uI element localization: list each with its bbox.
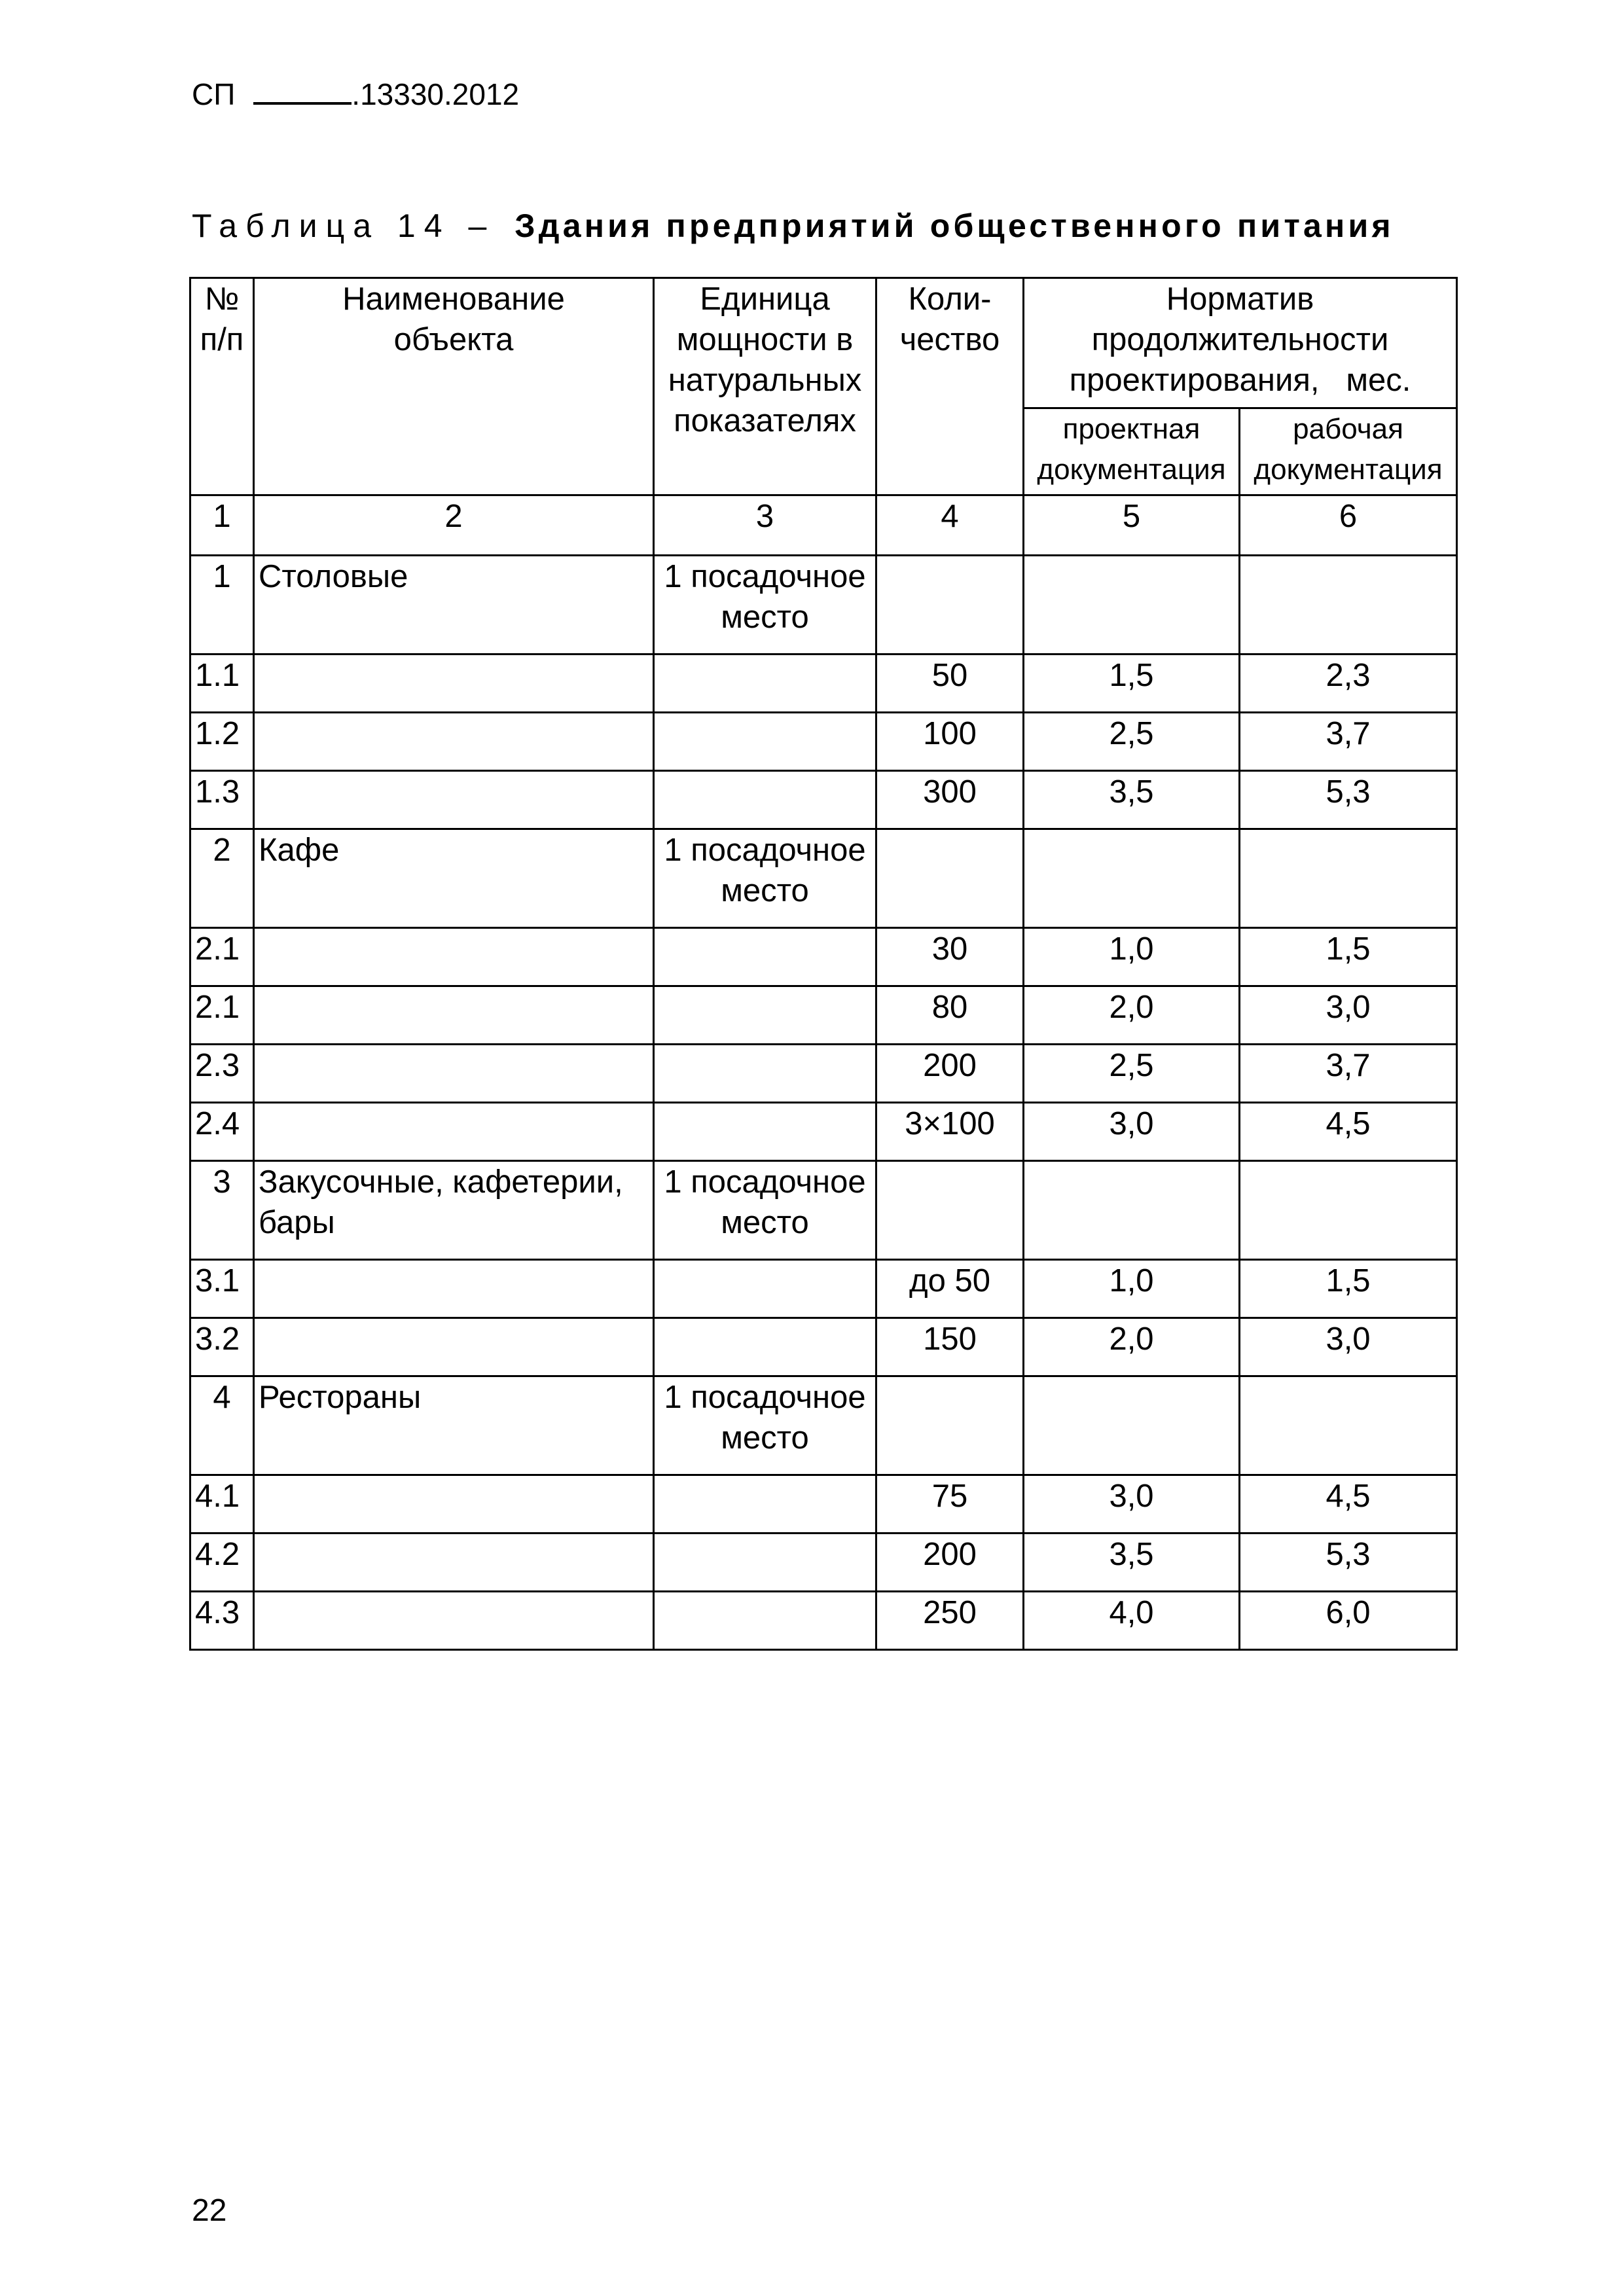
header-project-doc: проектная документация — [1024, 408, 1240, 495]
item-project-months: 1,0 — [1024, 928, 1240, 986]
item-name — [254, 1260, 654, 1318]
item-qty: 30 — [876, 928, 1024, 986]
item-unit — [654, 1592, 876, 1650]
item-unit — [654, 655, 876, 713]
header-unit: Единица мощности в натуральных показателях — [654, 278, 876, 495]
table-row — [190, 655, 1457, 713]
group-unit-line: место — [721, 1420, 809, 1456]
item-name — [254, 655, 654, 713]
table-row — [190, 928, 1457, 986]
group-number: 3 — [190, 1161, 254, 1260]
item-unit — [654, 1045, 876, 1103]
group-qty — [876, 556, 1024, 655]
group-project — [1024, 556, 1240, 655]
item-number: 2.1 — [190, 928, 254, 986]
group-unit-line: 1 посадочное — [664, 1164, 866, 1200]
document-code — [192, 77, 519, 112]
item-work-months: 5,3 — [1240, 771, 1457, 829]
item-qty: 200 — [876, 1045, 1024, 1103]
item-work-months: 2,3 — [1240, 655, 1457, 713]
group-project — [1024, 1376, 1240, 1475]
item-name — [254, 1045, 654, 1103]
item-qty: 3×100 — [876, 1103, 1024, 1161]
item-name — [254, 1318, 654, 1376]
item-number: 3.1 — [190, 1260, 254, 1318]
group-number: 2 — [190, 829, 254, 928]
item-number: 4.1 — [190, 1475, 254, 1534]
group-number: 1 — [190, 556, 254, 655]
item-project-months: 3,5 — [1024, 771, 1240, 829]
group-unit — [654, 556, 876, 655]
item-unit — [654, 1103, 876, 1161]
item-unit — [654, 928, 876, 986]
item-name — [254, 1534, 654, 1592]
group-unit — [654, 829, 876, 928]
item-unit — [654, 986, 876, 1045]
group-qty — [876, 829, 1024, 928]
item-name — [254, 928, 654, 986]
table-row — [190, 1592, 1457, 1650]
item-unit — [654, 771, 876, 829]
item-project-months: 4,0 — [1024, 1592, 1240, 1650]
group-name — [254, 829, 654, 928]
item-qty: 300 — [876, 771, 1024, 829]
group-unit-line: 1 посадочное — [664, 833, 866, 868]
table-row — [190, 1534, 1457, 1592]
item-qty: до 50 — [876, 1260, 1024, 1318]
group-row — [190, 1161, 1457, 1260]
item-work-months: 5,3 — [1240, 1534, 1457, 1592]
item-unit — [654, 1318, 876, 1376]
header-qty: Коли- чество — [876, 278, 1024, 495]
item-name — [254, 1592, 654, 1650]
group-name — [254, 1161, 654, 1260]
doc-code-blank — [253, 80, 352, 105]
item-unit — [654, 1260, 876, 1318]
group-name — [254, 1376, 654, 1475]
item-name — [254, 1475, 654, 1534]
item-project-months: 2,5 — [1024, 1045, 1240, 1103]
table-row — [190, 1260, 1457, 1318]
item-qty: 75 — [876, 1475, 1024, 1534]
group-qty — [876, 1161, 1024, 1260]
item-qty: 250 — [876, 1592, 1024, 1650]
header-work-doc: рабочая документация — [1240, 408, 1457, 495]
item-project-months: 1,5 — [1024, 655, 1240, 713]
table-row — [190, 713, 1457, 771]
item-name — [254, 713, 654, 771]
item-name — [254, 986, 654, 1045]
column-number: 2 — [254, 495, 654, 556]
table-row — [190, 986, 1457, 1045]
item-qty: 200 — [876, 1534, 1024, 1592]
item-unit — [654, 713, 876, 771]
item-work-months: 6,0 — [1240, 1592, 1457, 1650]
group-unit-line: место — [721, 600, 809, 635]
group-qty — [876, 1376, 1024, 1475]
group-work — [1240, 829, 1457, 928]
item-work-months: 4,5 — [1240, 1103, 1457, 1161]
doc-code-prefix: СП — [192, 77, 236, 111]
item-qty: 150 — [876, 1318, 1024, 1376]
item-number: 2.1 — [190, 986, 254, 1045]
table-row — [190, 1103, 1457, 1161]
item-qty: 80 — [876, 986, 1024, 1045]
group-name-line: Столовые — [259, 559, 408, 594]
group-name — [254, 556, 654, 655]
item-work-months: 3,0 — [1240, 986, 1457, 1045]
item-project-months: 2,0 — [1024, 1318, 1240, 1376]
item-work-months: 3,7 — [1240, 1045, 1457, 1103]
item-number: 4.3 — [190, 1592, 254, 1650]
group-row — [190, 829, 1457, 928]
item-number: 1.1 — [190, 655, 254, 713]
item-work-months: 1,5 — [1240, 1260, 1457, 1318]
table-caption-title: Здания предприятий общественного питания — [514, 207, 1394, 244]
group-work — [1240, 1161, 1457, 1260]
group-project — [1024, 829, 1240, 928]
item-project-months: 3,5 — [1024, 1534, 1240, 1592]
table-header-row — [190, 278, 1457, 408]
item-number: 1.2 — [190, 713, 254, 771]
table-caption-label: Таблица 14 – — [192, 207, 496, 244]
item-unit — [654, 1475, 876, 1534]
group-name-line: Рестораны — [259, 1380, 422, 1415]
column-number: 6 — [1240, 495, 1457, 556]
item-project-months: 2,0 — [1024, 986, 1240, 1045]
item-name — [254, 771, 654, 829]
table-row — [190, 771, 1457, 829]
item-work-months: 3,7 — [1240, 713, 1457, 771]
item-work-months: 4,5 — [1240, 1475, 1457, 1534]
item-project-months: 3,0 — [1024, 1475, 1240, 1534]
item-number: 3.2 — [190, 1318, 254, 1376]
design-duration-table — [189, 277, 1458, 1651]
group-work — [1240, 556, 1457, 655]
column-number: 1 — [190, 495, 254, 556]
table-row — [190, 1318, 1457, 1376]
group-unit — [654, 1376, 876, 1475]
header-norm: Норматив продолжительности проектирования, мес. — [1024, 278, 1457, 408]
group-unit-line: 1 посадочное — [664, 1380, 866, 1415]
group-name-line: Закусочные, кафетерии, — [259, 1164, 623, 1200]
group-unit — [654, 1161, 876, 1260]
doc-code-suffix: .13330.2012 — [352, 77, 520, 111]
group-row — [190, 556, 1457, 655]
page-number: 22 — [192, 2193, 227, 2228]
item-number: 4.2 — [190, 1534, 254, 1592]
table-row — [190, 1045, 1457, 1103]
item-unit — [654, 1534, 876, 1592]
item-qty: 100 — [876, 713, 1024, 771]
item-project-months: 1,0 — [1024, 1260, 1240, 1318]
group-row — [190, 1376, 1457, 1475]
column-number: 4 — [876, 495, 1024, 556]
group-unit-line: 1 посадочное — [664, 559, 866, 594]
item-name — [254, 1103, 654, 1161]
item-number: 2.4 — [190, 1103, 254, 1161]
group-unit-line: место — [721, 1205, 809, 1240]
column-number: 3 — [654, 495, 876, 556]
group-work — [1240, 1376, 1457, 1475]
group-number: 4 — [190, 1376, 254, 1475]
group-unit-line: место — [721, 873, 809, 908]
item-number: 1.3 — [190, 771, 254, 829]
item-project-months: 2,5 — [1024, 713, 1240, 771]
table-row — [190, 1475, 1457, 1534]
group-name-line: Кафе — [259, 833, 340, 868]
header-name: Наименование объекта — [254, 278, 654, 495]
header-num: № п/п — [190, 278, 254, 495]
group-name-line: бары — [259, 1205, 335, 1240]
item-work-months: 1,5 — [1240, 928, 1457, 986]
group-project — [1024, 1161, 1240, 1260]
item-qty: 50 — [876, 655, 1024, 713]
item-project-months: 3,0 — [1024, 1103, 1240, 1161]
item-number: 2.3 — [190, 1045, 254, 1103]
column-number: 5 — [1024, 495, 1240, 556]
table-caption — [192, 207, 1394, 245]
item-work-months: 3,0 — [1240, 1318, 1457, 1376]
column-number-row — [190, 495, 1457, 556]
